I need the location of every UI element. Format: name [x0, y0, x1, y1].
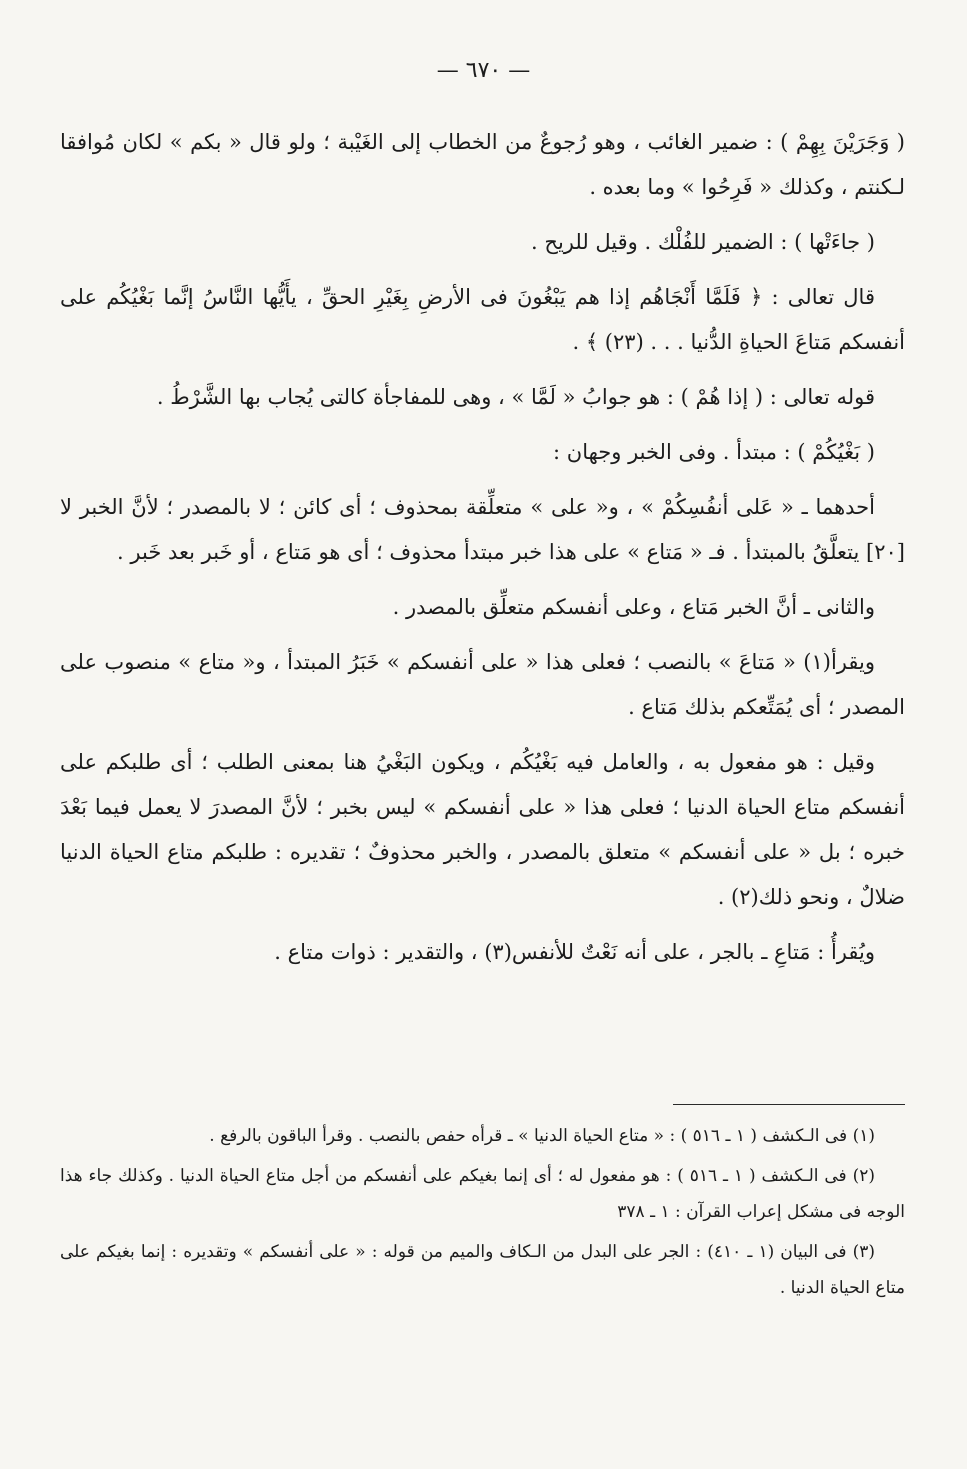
paragraph-3: قال تعالى : ﴿ فَلَمَّا أَنْجَاهُم إذا هم يَبْغُونَ فى الأرضِ بِغَيْرِ الحقِّ ، يأَيُّها النَّاسُ إنَّما بَغْيُكُم على أنفسكم مَتاعَ الحياةِ الدُّنيا . . . (٢٣) ﴾ . [60, 285, 905, 354]
paragraph-2: ( جاءَتْها ) : الضمير للفُلْك . وقيل للريح . [531, 230, 875, 254]
paragraph-5: ( بَغْيُكُمْ ) : مبتدأ . وفى الخبر وجهان : [553, 440, 875, 464]
footnote-3: (٣) فى البيان (١ ـ ٤١٠) : الجر على البدل من الـكاف والميم من قوله : « على أنفسكم » وتقديره : إنما بغيكم على متاع الحياة الدنيا . [60, 1242, 905, 1298]
footnotes [60, 1118, 905, 1310]
paragraph-4: قوله تعالى : ( إذا هُمْ ) : هو جوابُ « لَمَّا » ، وهى للمفاجأة كالتى يُجاب بها الشَّرْطُ . [156, 385, 875, 409]
paragraph-7: والثانى ـ أنَّ الخبر مَتاع ، وعلى أنفسكم متعلِّق بالمصدر . [392, 595, 875, 619]
footnote-1: (١) فى الـكشف ( ١ ـ ٥١٦ ) : « متاع الحياة الدنيا » ـ قرأه حفص بالنصب . وقرأ الباقون بالرفع . [209, 1126, 875, 1146]
paragraph-1: ( وَجَرَيْنَ بِهِمْ ) : ضمير الغائب ، وهو رُجوعٌ من الخطاب إلى الغَيْبة ؛ ولو قال « بكم » لكان مُوافقا لـكنتم ، وكذلك « فَرِحُوا » وما بعده . [60, 130, 905, 199]
footnote-2: (٢) فى الـكشف ( ١ ـ ٥١٦ ) : هو مفعول له ؛ أى إنما بغيكم على أنفسكم من أجل متاع الحياة الدنيا . وكذلك جاء هذا الوجه فى مشكل إعراب القرآن : ١ ـ ٣٧٨ [60, 1166, 905, 1222]
paragraph-10: ويُقرأُ : مَتاعِ ـ بالجر ، على أنه نَعْتٌ للأنفس(٣) ، والتقدير : ذوات متاع . [274, 940, 875, 964]
paragraph-9: وقيل : هو مفعول به ، والعامل فيه بَغْيُكُم ، ويكون البَغْيُ هنا بمعنى الطلب ؛ أى طلبكم على أنفسكم متاع الحياة الدنيا ؛ فعلى هذا « على أنفسكم » ليس بخبر ؛ لأنَّ المصدرَ لا يعمل فيما بَعْدَ خبره ؛ بل « على أنفسكم » متعلق بالمصدر ، والخبر محذوفٌ ؛ تقديره : طلبكم متاع الحياة الدنيا ضلالٌ ، ونحو ذلك(٢) . [60, 750, 905, 909]
main-text [60, 120, 905, 985]
paragraph-6: أحدهما ـ « عَلى أنفُسِكُمْ » ، و« على » متعلِّقة بمحذوف ؛ أى كائن ؛ لا بالمصدر ؛ لأنَّ الخبر لا [٢٠] يتعلَّقُ بالمبتدأ . فـ « مَتاع » على هذا خبر مبتدأ محذوف ؛ أى هو مَتاع ، أو خَبر بعد خَبر . [60, 495, 905, 564]
paragraph-8: ويقرأ(١) « مَتاعَ » بالنصب ؛ فعلى هذا « على أنفسكم » خَبَرُ المبتدأ ، و« متاع » منصوب على المصدر ؛ أى يُمَتِّعكم بذلك مَتاع . [60, 650, 905, 719]
page-number: — ٦٧٠ — [436, 58, 531, 83]
footnote-divider [673, 1104, 905, 1105]
